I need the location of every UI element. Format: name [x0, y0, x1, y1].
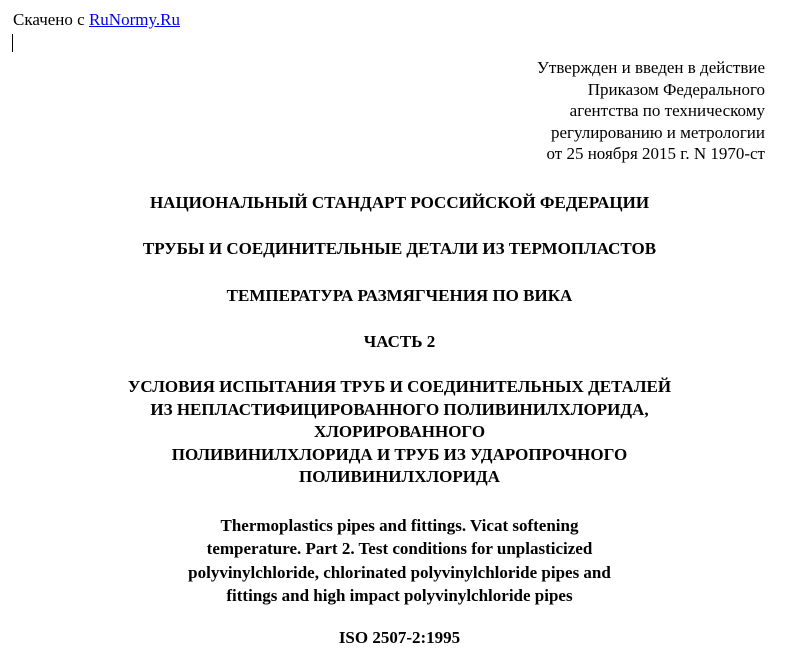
conditions-line: ХЛОРИРОВАННОГО [313, 422, 486, 441]
conditions-heading [0, 376, 799, 489]
approval-block [537, 57, 765, 165]
text-cursor [12, 34, 13, 52]
approval-line: от 25 ноября 2015 г. N 1970-ст [546, 144, 765, 163]
conditions-line: ПОЛИВИНИЛХЛОРИДА И ТРУБ ИЗ УДАРОПРОЧНОГО [171, 444, 628, 464]
standard-heading: НАЦИОНАЛЬНЫЙ СТАНДАРТ РОССИЙСКОЙ ФЕДЕРАЦИИ [149, 193, 650, 212]
english-line: temperature. Part 2. Test conditions for unplasticized [206, 539, 593, 559]
english-line: fittings and high impact polyvinylchloride pipes [226, 585, 573, 605]
document-subtitle: ТЕМПЕРАТУРА РАЗМЯГЧЕНИЯ ПО ВИКА [226, 286, 573, 305]
document-title: ТРУБЫ И СОЕДИНИТЕЛЬНЫЕ ДЕТАЛИ ИЗ ТЕРМОПЛАСТОВ [142, 239, 657, 258]
english-line: Thermoplastics pipes and fittings. Vicat softening [220, 516, 579, 535]
approval-line: Приказом Федерального [587, 79, 765, 99]
source-line [13, 10, 180, 30]
source-prefix: Скачено с [13, 10, 89, 29]
approval-line: агентства по техническому [569, 101, 765, 120]
approval-line: регулированию и метрологии [550, 122, 765, 142]
english-title [0, 514, 799, 607]
part-heading: ЧАСТЬ 2 [363, 332, 436, 351]
english-line: polyvinylchloride, chlorinated polyvinylchloride pipes and [188, 562, 611, 582]
approval-line: Утвержден и введен в действие [536, 58, 765, 77]
source-link[interactable]: RuNormy.Ru [88, 10, 180, 29]
conditions-line: ПОЛИВИНИЛХЛОРИДА [299, 467, 500, 486]
iso-reference: ISO 2507-2:1995 [338, 628, 461, 647]
conditions-line: ИЗ НЕПЛАСТИФИЦИРОВАННОГО ПОЛИВИНИЛХЛОРИДА, [150, 399, 649, 419]
conditions-line: УСЛОВИЯ ИСПЫТАНИЯ ТРУБ И СОЕДИНИТЕЛЬНЫХ ДЕТАЛЕЙ [127, 377, 672, 396]
